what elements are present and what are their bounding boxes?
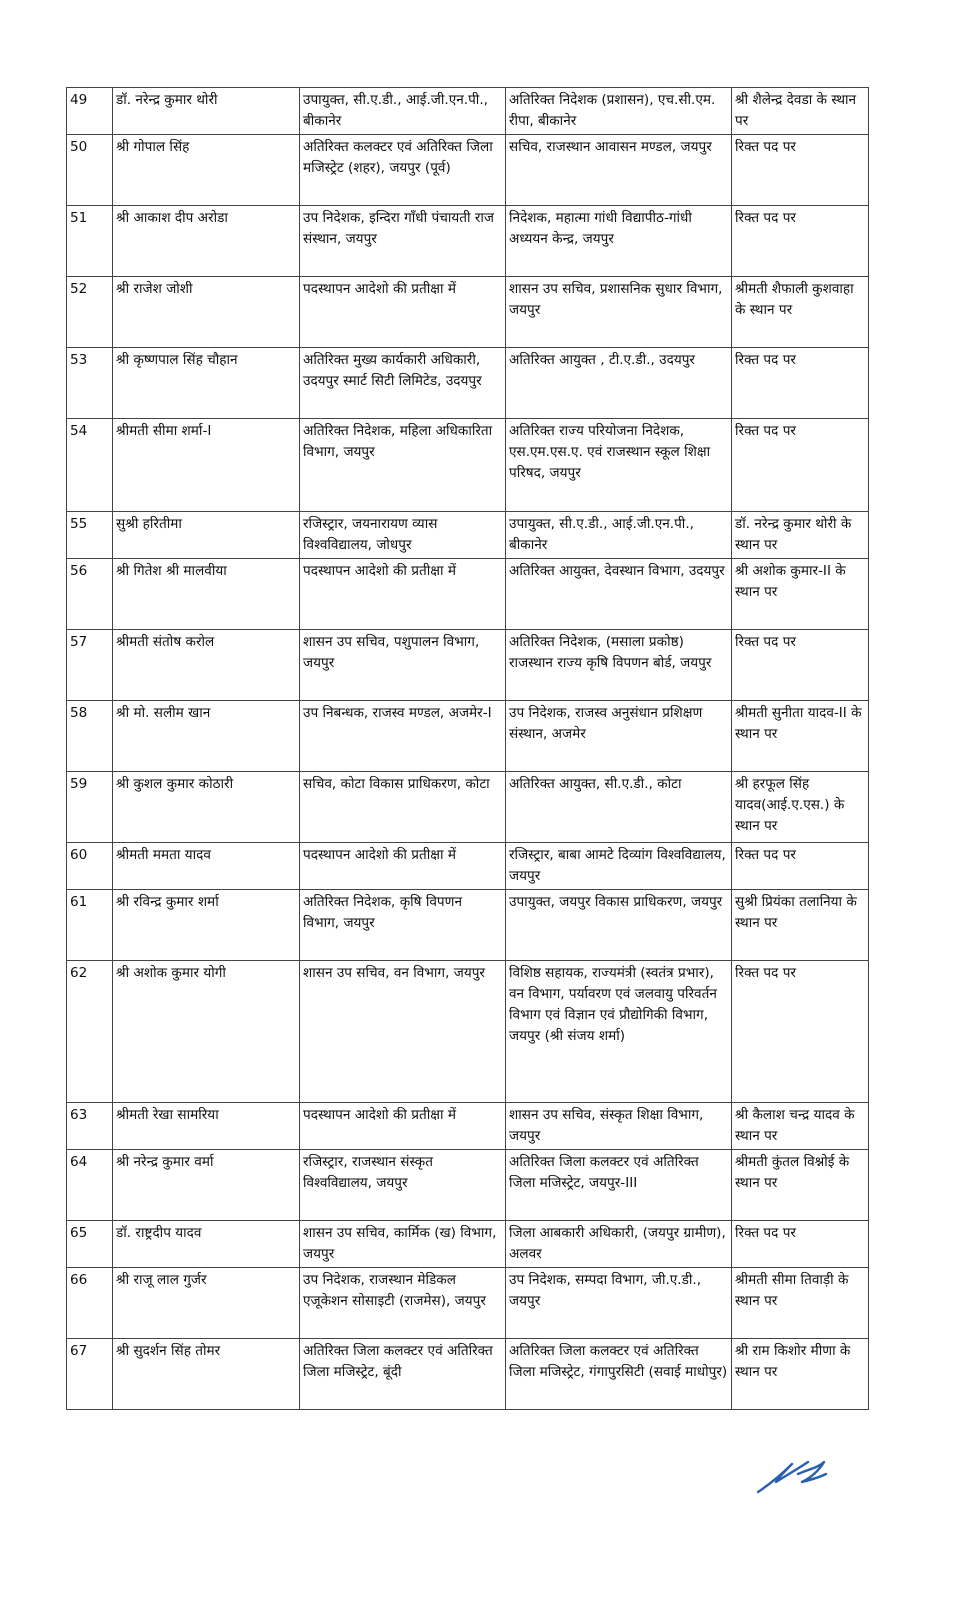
- current-posting-cell: पदस्थापन आदेशो की प्रतीक्षा में: [300, 277, 506, 348]
- officer-name-cell: श्रीमती सीमा शर्मा-I: [113, 419, 300, 512]
- officer-name-cell: श्री अशोक कुमार योगी: [113, 961, 300, 1103]
- new-posting-cell: विशिष्ठ सहायक, राज्यमंत्री (स्वतंत्र प्रभार), वन विभाग, पर्यावरण एवं जलवायु परिवर्तन विभाग एवं विज्ञान एवं प्रौद्योगिकी विभाग, जयपुर (श्री संजय शर्मा): [506, 961, 732, 1103]
- remark-cell: रिक्त पद पर: [732, 843, 869, 890]
- table-row: [67, 1150, 869, 1221]
- table-row: [67, 88, 869, 135]
- remark-cell: श्री अशोक कुमार-II के स्थान पर: [732, 559, 869, 630]
- current-posting-cell: उप निदेशक, राजस्थान मेडिकल एजूकेशन सोसाइटी (राजमेस), जयपुर: [300, 1268, 506, 1339]
- table-row: [67, 512, 869, 559]
- current-posting-cell: उपायुक्त, सी.ए.डी., आई.जी.एन.पी., बीकानेर: [300, 88, 506, 135]
- current-posting-cell: पदस्थापन आदेशो की प्रतीक्षा में: [300, 843, 506, 890]
- remark-cell: श्रीमती शैफाली कुशवाहा के स्थान पर: [732, 277, 869, 348]
- officer-name-cell: श्री मो. सलीम खान: [113, 701, 300, 772]
- table-row: [67, 206, 869, 277]
- serial-number-cell: 57: [67, 630, 113, 701]
- table-row: [67, 772, 869, 843]
- new-posting-cell: अतिरिक्त आयुक्त , टी.ए.डी., उदयपुर: [506, 348, 732, 419]
- serial-number-cell: 56: [67, 559, 113, 630]
- serial-number-cell: 64: [67, 1150, 113, 1221]
- officer-name-cell: श्री आकाश दीप अरोडा: [113, 206, 300, 277]
- new-posting-cell: उप निदेशक, राजस्व अनुसंधान प्रशिक्षण संस्थान, अजमेर: [506, 701, 732, 772]
- new-posting-cell: सचिव, राजस्थान आवासन मण्डल, जयपुर: [506, 135, 732, 206]
- new-posting-cell: निदेशक, महात्मा गांधी विद्यापीठ-गांधी अध्ययन केन्द्र, जयपुर: [506, 206, 732, 277]
- current-posting-cell: पदस्थापन आदेशो की प्रतीक्षा में: [300, 559, 506, 630]
- serial-number-cell: 55: [67, 512, 113, 559]
- new-posting-cell: शासन उप सचिव, संस्कृत शिक्षा विभाग, जयपुर: [506, 1103, 732, 1150]
- officer-name-cell: श्री सुदर्शन सिंह तोमर: [113, 1339, 300, 1410]
- serial-number-cell: 52: [67, 277, 113, 348]
- new-posting-cell: अतिरिक्त जिला कलक्टर एवं अतिरिक्त जिला मजिस्ट्रेट, गंगापुरसिटी (सवाई माधोपुर): [506, 1339, 732, 1410]
- officer-name-cell: श्री गोपाल सिंह: [113, 135, 300, 206]
- current-posting-cell: अतिरिक्त कलक्टर एवं अतिरिक्त जिला मजिस्ट्रेट (शहर), जयपुर (पूर्व): [300, 135, 506, 206]
- remark-cell: डॉ. नरेन्द्र कुमार थोरी के स्थान पर: [732, 512, 869, 559]
- table-row: [67, 961, 869, 1103]
- remark-cell: रिक्त पद पर: [732, 206, 869, 277]
- table-row: [67, 559, 869, 630]
- officer-name-cell: श्री नरेन्द्र कुमार वर्मा: [113, 1150, 300, 1221]
- current-posting-cell: अतिरिक्त मुख्य कार्यकारी अधिकारी, उदयपुर स्मार्ट सिटी लिमिटेड, उदयपुर: [300, 348, 506, 419]
- serial-number-cell: 54: [67, 419, 113, 512]
- remark-cell: रिक्त पद पर: [732, 1221, 869, 1268]
- table-row: [67, 630, 869, 701]
- serial-number-cell: 66: [67, 1268, 113, 1339]
- table-row: [67, 701, 869, 772]
- serial-number-cell: 51: [67, 206, 113, 277]
- officer-name-cell: श्री कुशल कुमार कोठारी: [113, 772, 300, 843]
- serial-number-cell: 49: [67, 88, 113, 135]
- new-posting-cell: शासन उप सचिव, प्रशासनिक सुधार विभाग, जयपुर: [506, 277, 732, 348]
- new-posting-cell: उप निदेशक, सम्पदा विभाग, जी.ए.डी., जयपुर: [506, 1268, 732, 1339]
- table-row: [67, 1339, 869, 1410]
- table-row: [67, 1221, 869, 1268]
- remark-cell: श्रीमती सुनीता यादव-II के स्थान पर: [732, 701, 869, 772]
- remark-cell: श्रीमती कुंतल विश्नोई के स्थान पर: [732, 1150, 869, 1221]
- new-posting-cell: अतिरिक्त जिला कलक्टर एवं अतिरिक्त जिला मजिस्ट्रेट, जयपुर-III: [506, 1150, 732, 1221]
- officer-name-cell: श्री राजू लाल गुर्जर: [113, 1268, 300, 1339]
- current-posting-cell: शासन उप सचिव, पशुपालन विभाग, जयपुर: [300, 630, 506, 701]
- officer-name-cell: श्री रविन्द्र कुमार शर्मा: [113, 890, 300, 961]
- officer-name-cell: डॉ. नरेन्द्र कुमार थोरी: [113, 88, 300, 135]
- serial-number-cell: 59: [67, 772, 113, 843]
- transfer-order-table: [66, 87, 869, 1410]
- new-posting-cell: अतिरिक्त निदेशक, (मसाला प्रकोष्ठ) राजस्थान राज्य कृषि विपणन बोर्ड, जयपुर: [506, 630, 732, 701]
- officer-name-cell: श्रीमती ममता यादव: [113, 843, 300, 890]
- officer-name-cell: सुश्री हरितीमा: [113, 512, 300, 559]
- current-posting-cell: उप निदेशक, इन्दिरा गाँधी पंचायती राज संस्थान, जयपुर: [300, 206, 506, 277]
- serial-number-cell: 58: [67, 701, 113, 772]
- serial-number-cell: 65: [67, 1221, 113, 1268]
- remark-cell: रिक्त पद पर: [732, 135, 869, 206]
- table-body: [67, 88, 869, 1410]
- remark-cell: रिक्त पद पर: [732, 630, 869, 701]
- new-posting-cell: उपायुक्त, जयपुर विकास प्राधिकरण, जयपुर: [506, 890, 732, 961]
- serial-number-cell: 61: [67, 890, 113, 961]
- signature-stroke: [758, 1462, 826, 1492]
- table-row: [67, 135, 869, 206]
- remark-cell: श्री राम किशोर मीणा के स्थान पर: [732, 1339, 869, 1410]
- remark-cell: रिक्त पद पर: [732, 419, 869, 512]
- new-posting-cell: अतिरिक्त आयुक्त, देवस्थान विभाग, उदयपुर: [506, 559, 732, 630]
- current-posting-cell: रजिस्ट्रार, राजस्थान संस्कृत विश्वविद्यालय, जयपुर: [300, 1150, 506, 1221]
- officer-name-cell: श्री राजेश जोशी: [113, 277, 300, 348]
- current-posting-cell: सचिव, कोटा विकास प्राधिकरण, कोटा: [300, 772, 506, 843]
- current-posting-cell: उप निबन्धक, राजस्व मण्डल, अजमेर-I: [300, 701, 506, 772]
- current-posting-cell: अतिरिक्त निदेशक, महिला अधिकारिता विभाग, जयपुर: [300, 419, 506, 512]
- current-posting-cell: शासन उप सचिव, वन विभाग, जयपुर: [300, 961, 506, 1103]
- current-posting-cell: पदस्थापन आदेशो की प्रतीक्षा में: [300, 1103, 506, 1150]
- officer-name-cell: श्री गितेश श्री मालवीया: [113, 559, 300, 630]
- serial-number-cell: 50: [67, 135, 113, 206]
- officer-name-cell: श्रीमती संतोष करोल: [113, 630, 300, 701]
- officer-name-cell: श्री कृष्णपाल सिंह चौहान: [113, 348, 300, 419]
- new-posting-cell: रजिस्ट्रार, बाबा आमटे दिव्यांग विश्वविद्यालय, जयपुर: [506, 843, 732, 890]
- table-row: [67, 843, 869, 890]
- remark-cell: श्री हरफूल सिंह यादव(आई.ए.एस.) के स्थान पर: [732, 772, 869, 843]
- current-posting-cell: शासन उप सचिव, कार्मिक (ख) विभाग, जयपुर: [300, 1221, 506, 1268]
- officer-name-cell: श्रीमती रेखा सामरिया: [113, 1103, 300, 1150]
- remark-cell: श्री कैलाश चन्द्र यादव के स्थान पर: [732, 1103, 869, 1150]
- officer-name-cell: डॉ. राष्ट्रदीप यादव: [113, 1221, 300, 1268]
- remark-cell: श्री शैलेन्द्र देवडा के स्थान पर: [732, 88, 869, 135]
- serial-number-cell: 62: [67, 961, 113, 1103]
- remark-cell: रिक्त पद पर: [732, 348, 869, 419]
- new-posting-cell: जिला आबकारी अधिकारी, (जयपुर ग्रामीण), अलवर: [506, 1221, 732, 1268]
- table-row: [67, 890, 869, 961]
- table-row: [67, 277, 869, 348]
- new-posting-cell: अतिरिक्त निदेशक (प्रशासन), एच.सी.एम. रीपा, बीकानेर: [506, 88, 732, 135]
- current-posting-cell: अतिरिक्त जिला कलक्टर एवं अतिरिक्त जिला मजिस्ट्रेट, बूंदी: [300, 1339, 506, 1410]
- table-row: [67, 419, 869, 512]
- remark-cell: सुश्री प्रियंका तलानिया के स्थान पर: [732, 890, 869, 961]
- table-row: [67, 1103, 869, 1150]
- remark-cell: श्रीमती सीमा तिवाड़ी के स्थान पर: [732, 1268, 869, 1339]
- new-posting-cell: अतिरिक्त राज्य परियोजना निदेशक, एस.एम.एस.ए. एवं राजस्थान स्कूल शिक्षा परिषद, जयपुर: [506, 419, 732, 512]
- new-posting-cell: अतिरिक्त आयुक्त, सी.ए.डी., कोटा: [506, 772, 732, 843]
- current-posting-cell: रजिस्ट्रार, जयनारायण व्यास विश्वविद्यालय, जोधपुर: [300, 512, 506, 559]
- serial-number-cell: 60: [67, 843, 113, 890]
- table-row: [67, 348, 869, 419]
- serial-number-cell: 53: [67, 348, 113, 419]
- serial-number-cell: 63: [67, 1103, 113, 1150]
- table-row: [67, 1268, 869, 1339]
- new-posting-cell: उपायुक्त, सी.ए.डी., आई.जी.एन.पी., बीकानेर: [506, 512, 732, 559]
- signature-mark: [752, 1448, 832, 1498]
- current-posting-cell: अतिरिक्त निदेशक, कृषि विपणन विभाग, जयपुर: [300, 890, 506, 961]
- remark-cell: रिक्त पद पर: [732, 961, 869, 1103]
- serial-number-cell: 67: [67, 1339, 113, 1410]
